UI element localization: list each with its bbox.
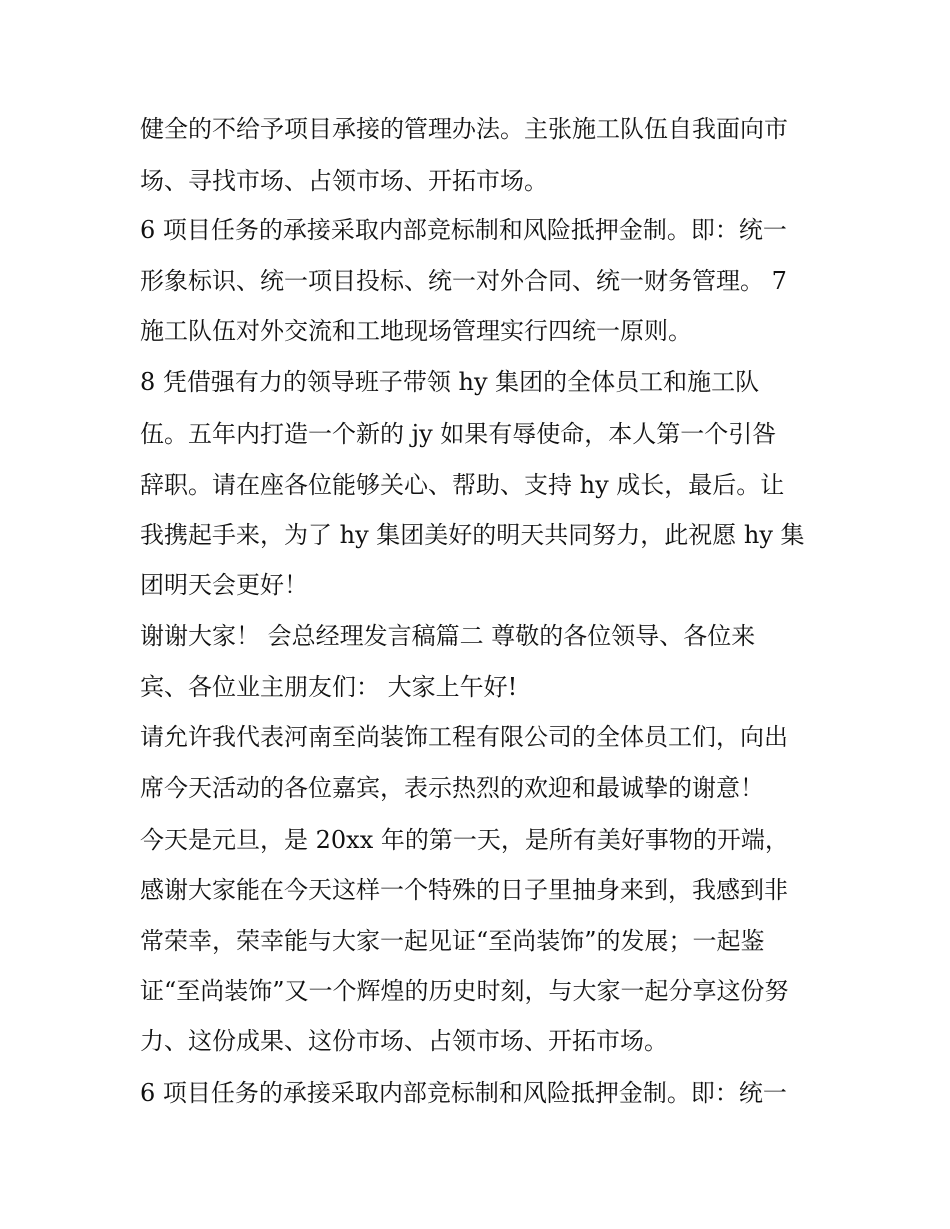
- body-text-line: 力、这份成果、这份市场、占领市场、开拓市场。: [140, 1027, 668, 1055]
- body-text-line: 辞职。请在座各位能够关心、帮助、支持 hy 成长，最后。让: [140, 471, 785, 499]
- body-text-line: 谢谢大家！ 会总经理发言稿篇二 尊敬的各位领导、各位来: [140, 622, 756, 650]
- body-text-line: 伍。五年内打造一个新的 jy 如果有辱使命，本人第一个引咎: [140, 420, 777, 448]
- body-text-line: 今天是元旦，是 20xx 年的第一天，是所有美好事物的开端，: [140, 826, 789, 854]
- body-text-line: 证“至尚装饰”又一个辉煌的历史时刻，与大家一起分享这份努: [140, 977, 789, 1005]
- body-text-line: 我携起手来，为了 hy 集团美好的明天共同努力，此祝愿 hy 集: [140, 521, 805, 549]
- body-text-line: 6 项目任务的承接采取内部竞标制和风险抵押金制。即：统一: [140, 216, 787, 244]
- body-text-line: 感谢大家能在今天这样一个特殊的日子里抽身来到，我感到非: [140, 876, 788, 904]
- body-text-line: 常荣幸，荣幸能与大家一起见证“至尚装饰”的发展；一起鉴: [140, 927, 765, 955]
- body-text-line: 请允许我代表河南至尚装饰工程有限公司的全体员工们，向出: [140, 723, 788, 751]
- body-text-line: 形象标识、统一项目投标、统一对外合同、统一财务管理。 7: [140, 267, 787, 295]
- body-text-line: 席今天活动的各位嘉宾，表示热烈的欢迎和最诚挚的谢意！: [140, 774, 764, 802]
- body-text-line: 宾、各位业主朋友们： 大家上午好!: [140, 673, 518, 701]
- body-text-line: 场、寻找市场、占领市场、开拓市场。: [140, 167, 548, 195]
- body-text-line: 团明天会更好！: [140, 571, 308, 599]
- body-text-line: 8 凭借强有力的领导班子带领 hy 集团的全体员工和施工队: [140, 368, 760, 396]
- body-text-line: 施工队伍对外交流和工地现场管理实行四统一原则。: [140, 317, 692, 345]
- body-text-line: 6 项目任务的承接采取内部竞标制和风险抵押金制。即：统一: [140, 1079, 787, 1107]
- body-text-line: 健全的不给予项目承接的管理办法。主张施工队伍自我面向市: [140, 115, 788, 143]
